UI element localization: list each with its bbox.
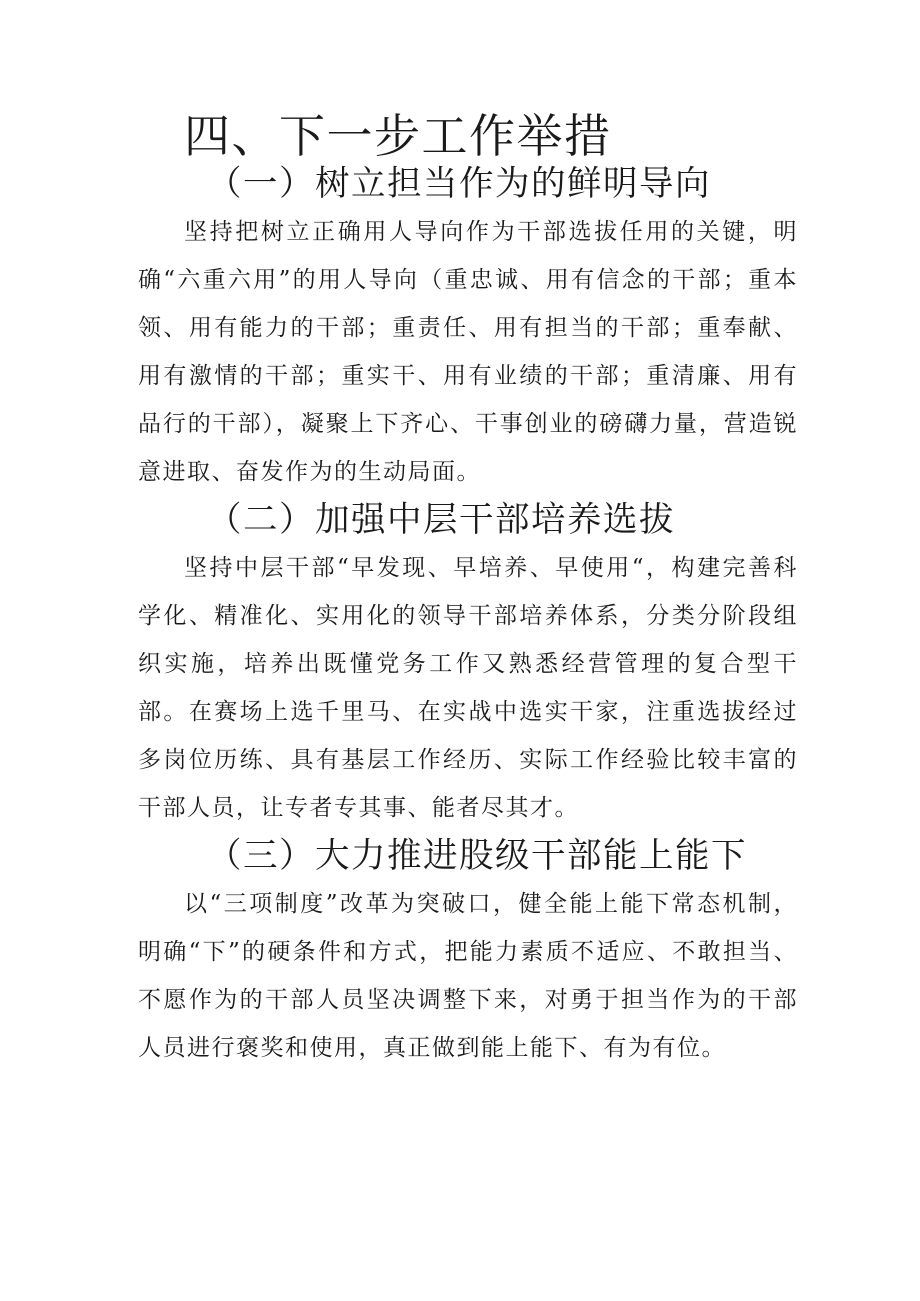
subsection-paragraph-2: 坚持中层干部“早发现、早培养、早使用“，构建完善科学化、精准化、实用化的领导干部培养体系，分类分阶段组织实施，培养出既懂党务工作又熟悉经营管理的复合型干部。在赛场上选千里马、在实战中选实干家，注重选拔经过多岗位历练、具有基层工作经历、实际工作经验比较丰富的干部人员，让专者专其事、能者尽其才。 bbox=[138, 555, 798, 821]
subsection-paragraph-3: 以“三项制度”改革为突破口，健全能上能下常态机制，明确“下”的硬条件和方式，把能力素质不适应、不敢担当、不愿作为的干部人员坚决调整下来，对勇于担当作为的干部人员进行褒奖和使用，真正做到能上能下、有为有位。 bbox=[138, 891, 798, 1061]
subsection-title-3: （三）大力推进股级干部能上能下 bbox=[207, 836, 747, 876]
subsection-title-1: （一）树立担当作为的鲜明导向 bbox=[207, 164, 711, 204]
section-title: 四、下一步工作举措 bbox=[184, 109, 612, 163]
subsection-title-2: （二）加强中层干部培养选拔 bbox=[207, 500, 675, 540]
subsection-paragraph-1: 坚持把树立正确用人导向作为干部选拔任用的关键，明确“六重六用”的用人导向（重忠诚、用有信念的干部；重本领、用有能力的干部；重责任、用有担当的干部；重奉献、用有激情的干部；重实干、用有业绩的干部；重清廉、用有品行的干部），凝聚上下齐心、干事创业的磅礴力量，营造锐意进取、奋发作为的生动局面。 bbox=[138, 219, 798, 485]
document-body bbox=[138, 109, 798, 1072]
